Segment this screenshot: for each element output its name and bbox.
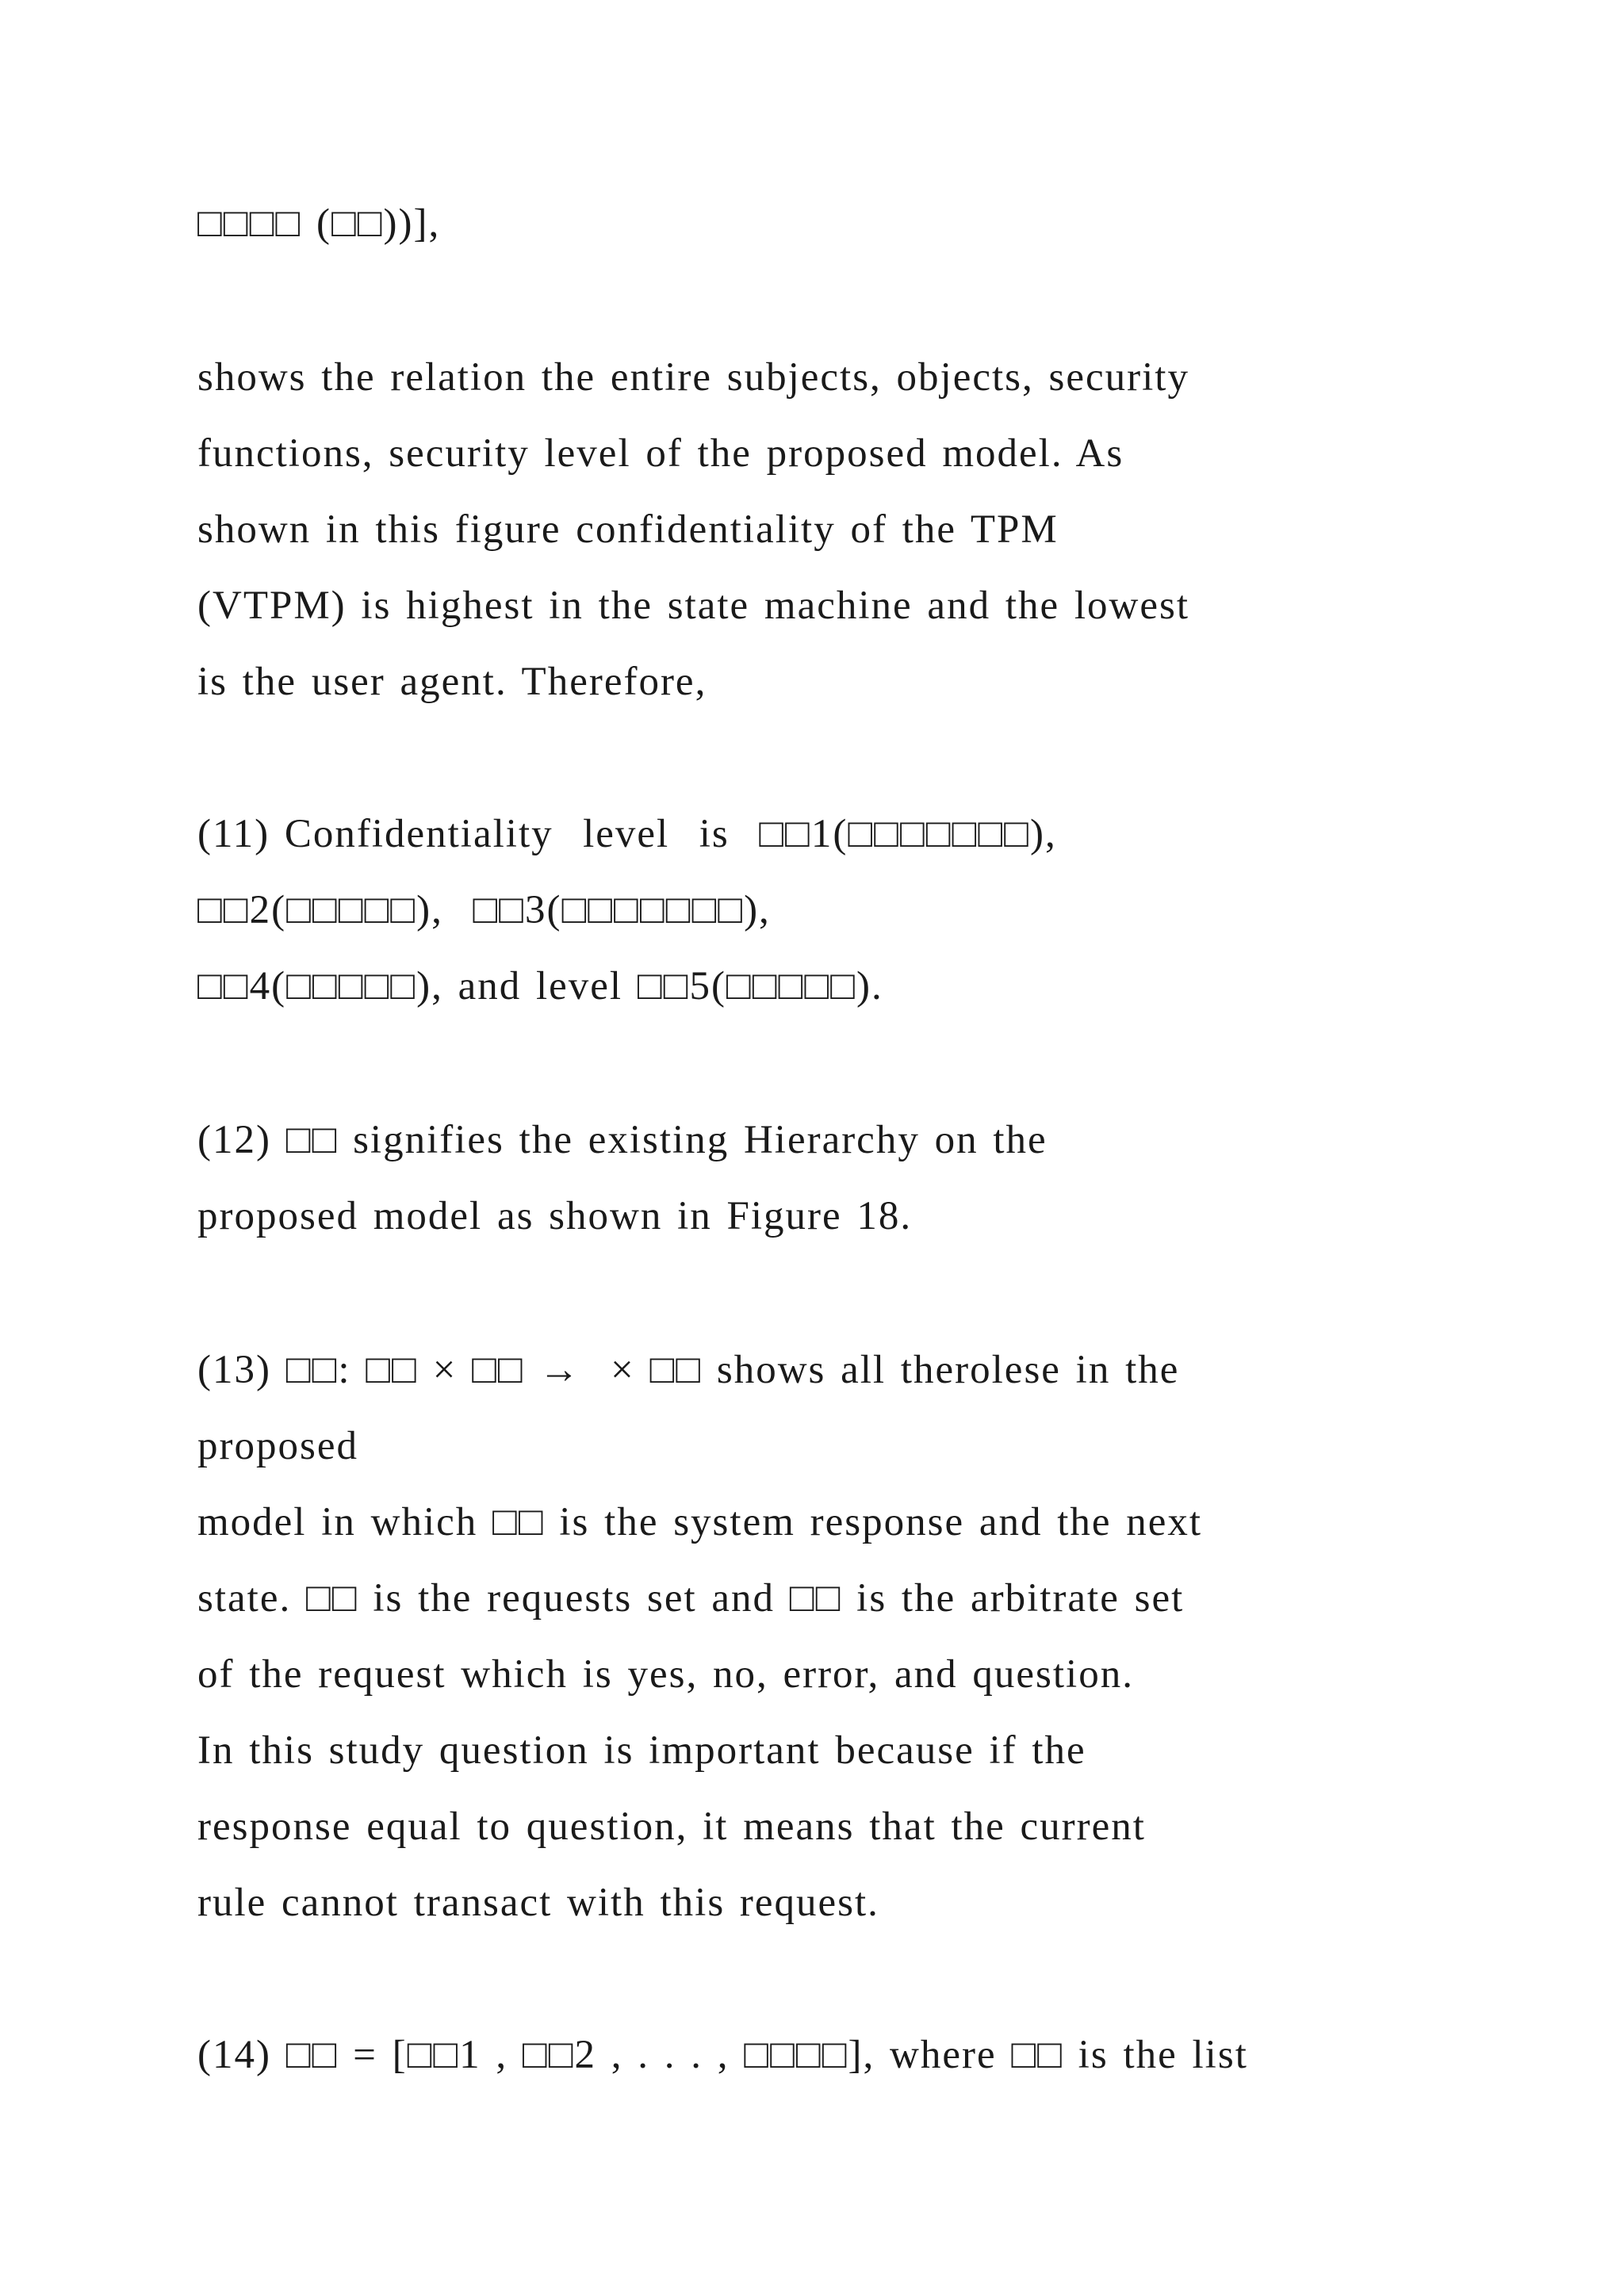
- text-line: □□□□ (□□))],: [197, 201, 441, 246]
- text-line: (11) Confidentiality level is □□1(□□□□□□□),: [197, 812, 1057, 856]
- text-line: proposed model as shown in Figure 18.: [197, 1194, 913, 1238]
- text-line: (12) □□ signifies the existing Hierarchy on the: [197, 1118, 1048, 1162]
- text-line: (14) □□ = [□□1 , □□2 , . . . , □□□□], where □□ is the list: [197, 2033, 1248, 2077]
- text-line: (13) □□: □□ × □□ → × □□ shows all therolese in the: [197, 1348, 1180, 1392]
- text-line: functions, security level of the proposed model. As: [197, 431, 1124, 476]
- text-line: state. □□ is the requests set and □□ is the arbitrate set: [197, 1576, 1185, 1621]
- text-line: is the user agent. Therefore,: [197, 660, 707, 704]
- text-line: response equal to question, it means that the current: [197, 1804, 1146, 1849]
- text-line: (VTPM) is highest in the state machine and the lowest: [197, 584, 1190, 628]
- text-line: In this study question is important because if the: [197, 1728, 1086, 1773]
- text-line: □□2(□□□□□), □□3(□□□□□□□),: [197, 888, 771, 932]
- text-line: rule cannot transact with this request.: [197, 1881, 879, 1925]
- text-line: proposed: [197, 1424, 358, 1468]
- text-line: of the request which is yes, no, error, and question.: [197, 1652, 1134, 1697]
- text-line: shown in this figure confidentiality of the TPM: [197, 507, 1059, 552]
- text-line: shows the relation the entire subjects, objects, security: [197, 355, 1189, 400]
- text-line: □□4(□□□□□), and level □□5(□□□□□).: [197, 964, 883, 1008]
- text-line: model in which □□ is the system response and the next: [197, 1500, 1203, 1544]
